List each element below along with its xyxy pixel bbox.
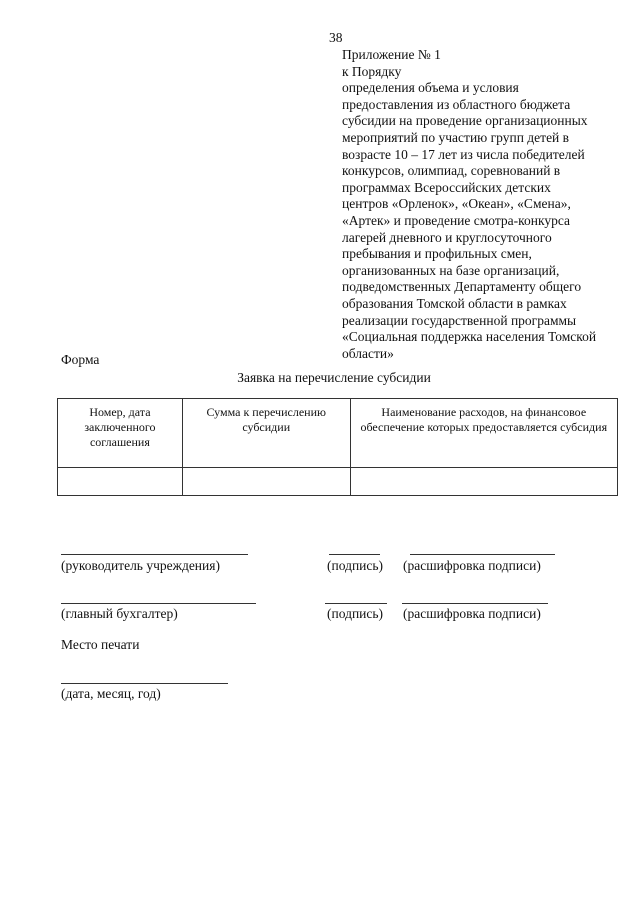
appendix-line: лагерей дневного и круглосуточного	[342, 229, 552, 245]
table-row	[58, 468, 618, 496]
appendix-line: центров «Орленок», «Океан», «Смена»,	[342, 196, 571, 212]
appendix-line: реализации государственной программы	[342, 312, 577, 328]
date-caption: (дата, месяц, год)	[61, 686, 161, 701]
document-title: Заявка на перечисление субсидии	[237, 370, 431, 385]
appendix-line: области»	[342, 345, 394, 361]
appendix-line: возрасте 10 – 17 лет из числа победителей	[342, 146, 585, 162]
appendix-line: образования Томской области в рамках	[342, 295, 567, 311]
appendix-line: пребывания и профильных смен,	[342, 246, 532, 262]
accountant-role-caption: (главный бухгалтер)	[61, 606, 178, 621]
accountant-decoding-caption: (расшифровка подписи)	[403, 606, 541, 621]
appendix-line: «Артек» и проведение смотра-конкурса	[342, 212, 571, 228]
appendix-line: мероприятий по участию групп детей в	[342, 129, 570, 145]
header-agreement: Номер, дата заключенного соглашения	[58, 399, 183, 468]
appendix-line: субсидии на проведение организационных	[342, 113, 588, 129]
header-amount: Сумма к перечислению субсидии	[182, 399, 350, 468]
form-label: Форма	[61, 352, 100, 367]
subsidy-table	[57, 398, 618, 496]
appendix-line: программах Всероссийских детских	[342, 179, 551, 195]
head-role-caption: (руководитель учреждения)	[61, 558, 220, 573]
table-cell[interactable]	[182, 468, 350, 496]
head-signature-line[interactable]	[329, 554, 380, 555]
accountant-signature-line[interactable]	[325, 603, 387, 604]
page-number: 38	[329, 30, 343, 45]
stamp-place-label: Место печати	[61, 637, 140, 652]
appendix-line: конкурсов, олимпиад, соревнований в	[342, 163, 561, 179]
head-role-line[interactable]	[61, 554, 248, 555]
table-cell[interactable]	[350, 468, 617, 496]
appendix-line: Приложение № 1	[342, 47, 441, 62]
table-cell[interactable]	[58, 468, 183, 496]
accountant-signature-caption: (подпись)	[327, 606, 384, 621]
appendix-line: подведомственных Департаменту общего	[342, 279, 582, 295]
table-header-row	[58, 399, 618, 468]
header-expense-name: Наименование расходов, на финансовое обеспечение которых предоставляется субсидия	[350, 399, 617, 468]
appendix-block	[342, 47, 632, 362]
appendix-line: предоставления из областного бюджета	[342, 96, 571, 112]
accountant-role-line[interactable]	[61, 603, 256, 604]
date-line[interactable]	[61, 683, 228, 684]
head-decoding-line[interactable]	[410, 554, 555, 555]
head-decoding-caption: (расшифровка подписи)	[403, 558, 541, 573]
appendix-line: «Социальная поддержка населения Томской	[342, 329, 597, 345]
appendix-line: к Порядку	[342, 63, 402, 79]
appendix-line: определения объема и условия	[342, 80, 519, 96]
head-signature-caption: (подпись)	[327, 558, 384, 573]
accountant-decoding-line[interactable]	[402, 603, 548, 604]
appendix-line: организованных на базе организаций,	[342, 262, 560, 278]
